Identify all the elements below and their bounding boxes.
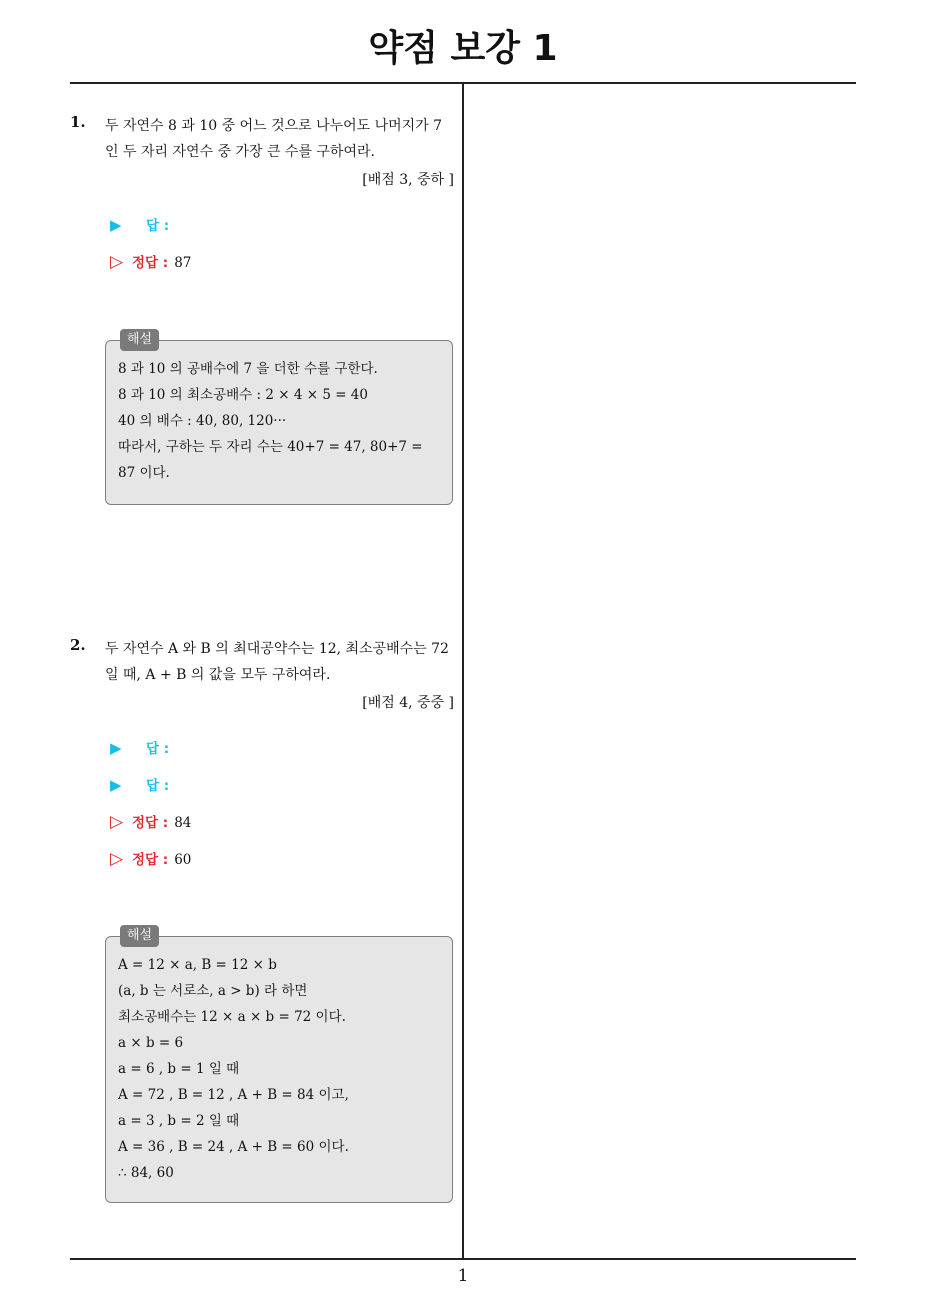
correct-label: 정답 :: [132, 255, 169, 271]
solution-line: A = 72 , B = 12 , A + B = 84 이고,: [118, 1087, 349, 1103]
problem-text: 두 자연수 8 과 10 중 어느 것으로 나누어도 나머지가 7 인 두 자리 자연수 중 가장 큰 수를 구하여라.: [105, 118, 443, 160]
correct-answer-row: [110, 848, 191, 870]
correct-triangle-icon: ▷: [110, 252, 124, 272]
solution-line: 따라서, 구하는 두 자리 수는 40+7 = 47, 80+7 = 87 이다.: [118, 439, 423, 481]
footer-rule: [70, 1258, 856, 1260]
solution-line: A = 12 × a, B = 12 × b: [118, 957, 277, 973]
solution-line: a × b = 6: [118, 1035, 184, 1051]
solution-line: ∴ 84, 60: [118, 1165, 174, 1181]
solution-line: 8 과 10 의 공배수에 7 을 더한 수를 구한다.: [118, 361, 378, 377]
answer-row: [110, 737, 169, 759]
answer-label: 답 :: [146, 218, 170, 234]
solution-box: [105, 332, 453, 505]
correct-answer-value: 87: [174, 255, 192, 271]
page-number: 1: [457, 1266, 469, 1286]
problem-text: 두 자연수 A 와 B 의 최대공약수는 12, 최소공배수는 72 일 때, A + B 의 값을 모두 구하여라.: [105, 641, 449, 683]
solution-tag: 해설: [120, 329, 159, 351]
correct-triangle-icon: ▷: [110, 812, 124, 832]
solution-line: 8 과 10 의 최소공배수 : 2 × 4 × 5 = 40: [118, 387, 368, 403]
correct-label: 정답 :: [132, 815, 169, 831]
correct-answer-row: [110, 811, 191, 833]
score-label: [배점 3, 중하 ]: [362, 172, 454, 188]
solution-box: [105, 928, 453, 1203]
solution-tag: 해설: [120, 925, 159, 947]
page-title: 약점 보강 1: [368, 28, 558, 69]
answer-play-icon: ▶: [110, 739, 122, 757]
column-divider: [462, 83, 464, 1258]
answer-label: 답 :: [146, 741, 170, 757]
answer-row: [110, 214, 169, 236]
solution-line: A = 36 , B = 24 , A + B = 60 이다.: [118, 1139, 349, 1155]
solution-line: 40 의 배수 : 40, 80, 120···: [118, 413, 287, 429]
answer-label: 답 :: [146, 778, 170, 794]
answer-row: [110, 774, 169, 796]
correct-label: 정답 :: [132, 852, 169, 868]
answer-play-icon: ▶: [110, 776, 122, 794]
answer-play-icon: ▶: [110, 216, 122, 234]
solution-line: a = 6 , b = 1 일 때: [118, 1061, 240, 1077]
solution-line: (a, b 는 서로소, a > b) 라 하면: [118, 983, 308, 999]
correct-answer-row: [110, 251, 191, 273]
problem-number: 2.: [70, 636, 86, 654]
solution-line: a = 3 , b = 2 일 때: [118, 1113, 240, 1129]
problem-number: 1.: [70, 113, 86, 131]
correct-triangle-icon: ▷: [110, 849, 124, 869]
correct-answer-value: 60: [174, 852, 192, 868]
score-label: [배점 4, 중중 ]: [362, 695, 454, 711]
solution-line: 최소공배수는 12 × a × b = 72 이다.: [118, 1009, 346, 1025]
correct-answer-value: 84: [174, 815, 192, 831]
